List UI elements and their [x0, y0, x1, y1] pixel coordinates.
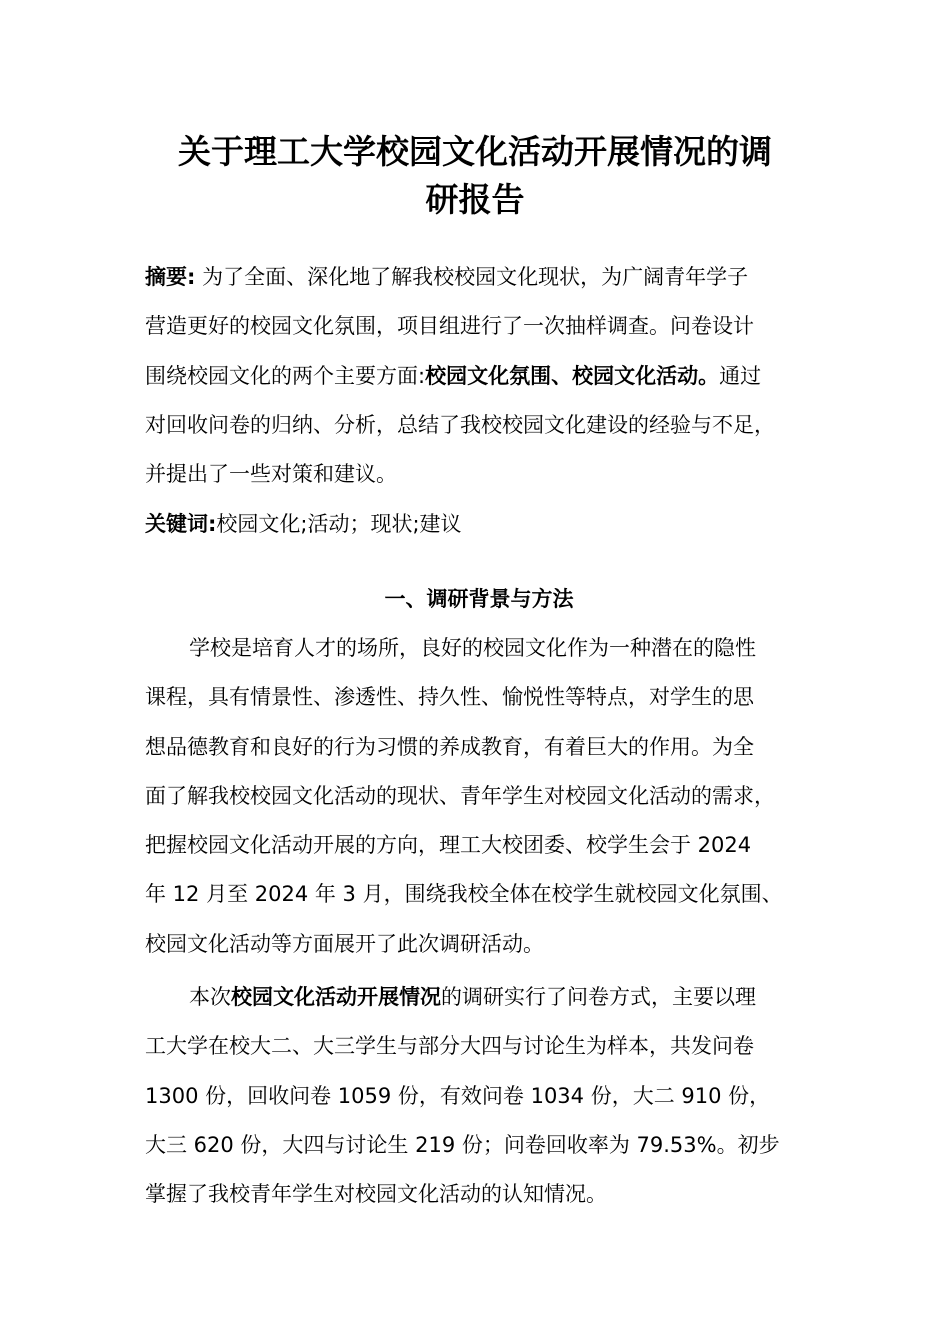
abstract-line-3: [145, 352, 813, 401]
body2-emphasis: 校园文化活动开展情况: [231, 985, 441, 1009]
abstract-line-4: 对回收问卷的归纳、分析，总结了我校校园文化建设的经验与不足，: [145, 412, 775, 437]
abstract-line-1-text: 为了全面、深化地了解我校校园文化现状，为广阔青年学子: [195, 265, 749, 289]
abstract-line-1: [145, 253, 813, 302]
abstract-paragraph: [145, 253, 813, 499]
abstract-emphasis: 校园文化氛围、校园文化活动。: [425, 363, 720, 388]
abstract-line-3-post: 通过: [719, 363, 762, 388]
abstract-line-5: 并提出了一些对策和建议。: [145, 462, 397, 487]
body2-line-1-post: 的调研实行了问卷方式，主要以理: [441, 985, 756, 1009]
body1-line-3: 想品德教育和良好的行为习惯的养成教育，有着巨大的作用。为全: [145, 734, 754, 759]
report-title-line-1: 关于理工大学校园文化活动开展情况的调: [178, 132, 772, 171]
body-paragraph-1: [145, 624, 813, 969]
section-heading: 一、调研背景与方法: [384, 587, 574, 611]
body-paragraph-2: [145, 973, 813, 1219]
keywords-label: 关键词:: [145, 512, 217, 536]
body2-line-5: 掌握了我校青年学生对校园文化活动的认知情况。: [145, 1182, 607, 1207]
body2-line-2: 工大学在校大二、大三学生与部分大四与讨论生为样本，共发问卷: [145, 1034, 754, 1059]
body1-line-1: 学校是培育人才的场所，良好的校园文化作为一种潜在的隐性: [189, 636, 756, 660]
report-title-line-2: 研报告: [425, 180, 525, 219]
keywords-text: 校园文化;活动；现状;建议: [216, 512, 462, 536]
report-title: [110, 128, 840, 224]
abstract-label: 摘要:: [145, 265, 196, 289]
abstract-line-3-pre: 围绕校园文化的两个主要方面:: [145, 363, 426, 388]
body1-line-4: 面了解我校校园文化活动的现状、青年学生对校园文化活动的需求，: [145, 783, 775, 808]
body2-line-1: [145, 973, 813, 1022]
body1-line-7: 校园文化活动等方面展开了此次调研活动。: [145, 931, 544, 956]
abstract-line-2: 营造更好的校园文化氛围，项目组进行了一次抽样调查。问卷设计: [145, 314, 754, 339]
body2-line-3: 1300 份，回收问卷 1059 份，有效问卷 1034 份，大二 910 份，: [145, 1083, 771, 1108]
body2-line-1-pre: 本次: [189, 985, 231, 1009]
body2-line-4: 大三 620 份，大四与讨论生 219 份；问卷回收率为 79.53%。初步: [145, 1132, 780, 1157]
keywords-line: [145, 502, 813, 546]
body1-line-6: 年 12 月至 2024 年 3 月，围绕我校全体在校学生就校园文化氛围、: [145, 882, 783, 907]
body1-line-5: 把握校园文化活动开展的方向，理工大校团委、校学生会于 2024: [145, 833, 752, 858]
body1-line-2: 课程，具有情景性、渗透性、持久性、愉悦性等特点，对学生的思: [145, 685, 754, 710]
